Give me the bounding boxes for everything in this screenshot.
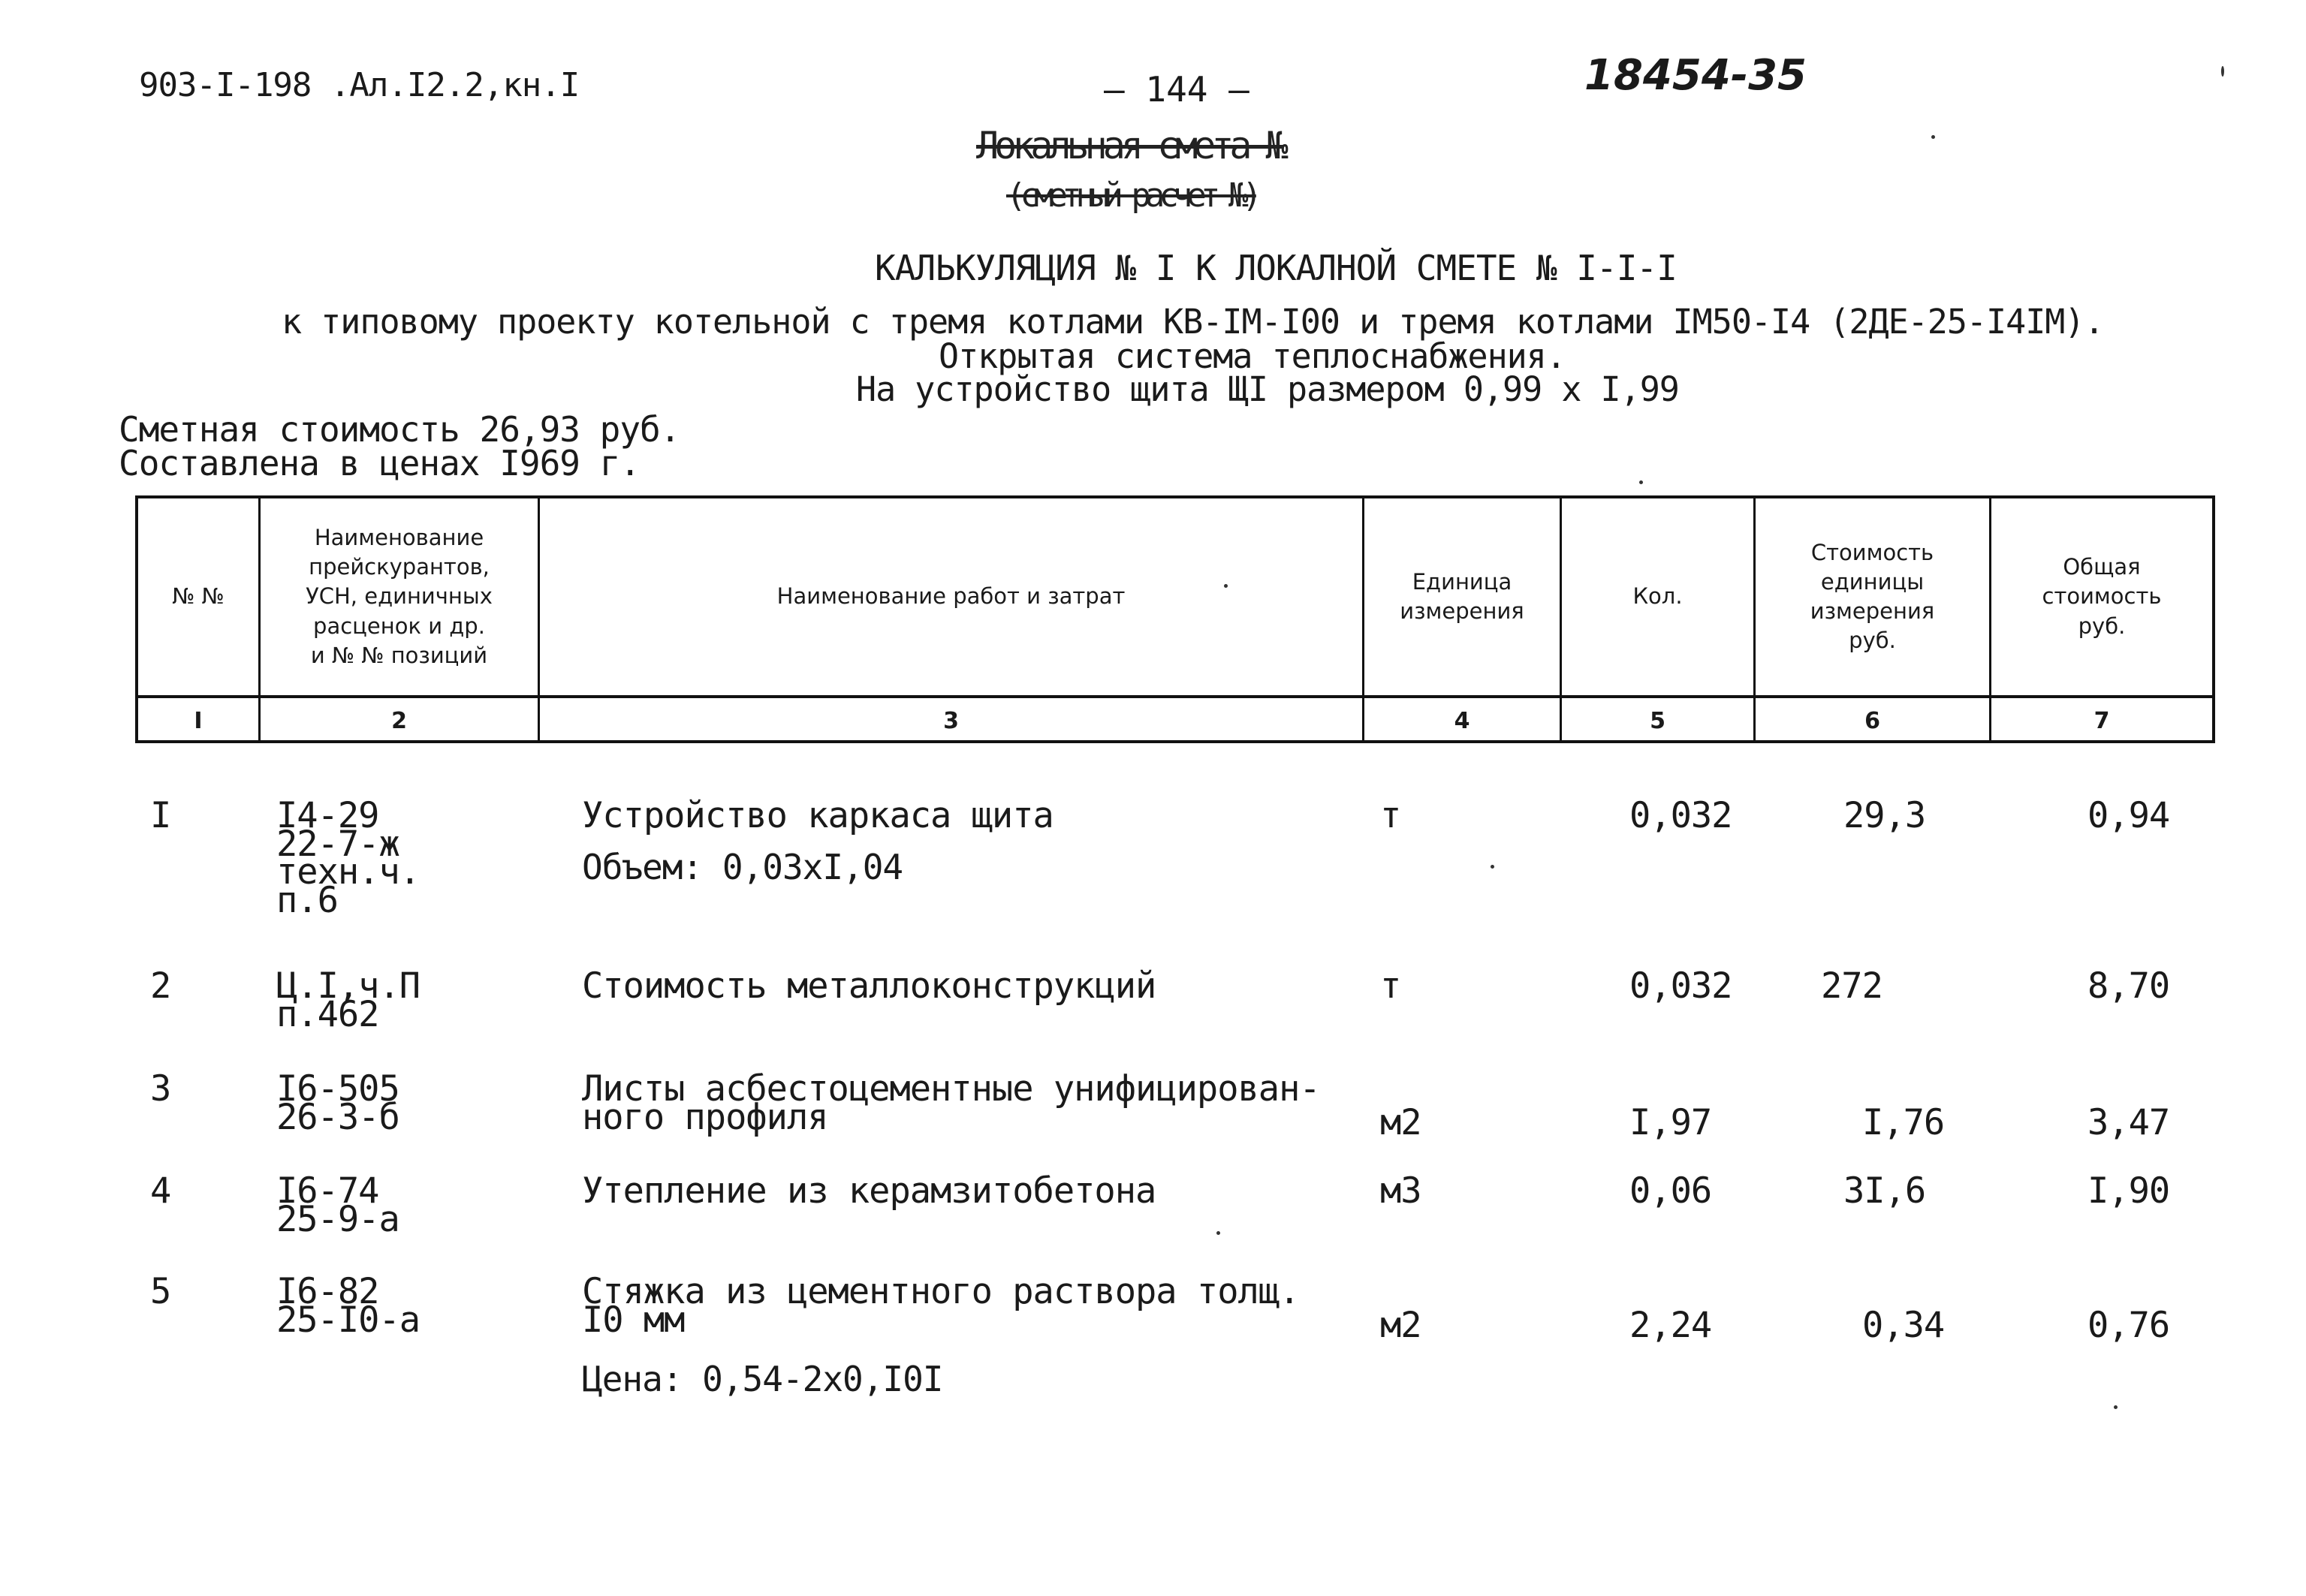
- estimated-cost: Сметная стоимость 26,93 руб.: [119, 409, 680, 450]
- row-number: 5: [150, 1271, 171, 1312]
- document-title: КАЛЬКУЛЯЦИЯ № I К ЛОКАЛНОЙ СМЕТЕ № I-I-I: [875, 248, 1677, 288]
- row-total: 8,70: [2087, 965, 2170, 1007]
- row-number: 2: [150, 965, 171, 1007]
- column-header-unit-cost: Стоимость единицы измерения руб.: [1756, 498, 1991, 695]
- scan-speck: [2114, 1405, 2118, 1409]
- row-unit-cost: 0,34: [1862, 1305, 1945, 1346]
- column-header-unit: Единица измерения: [1364, 498, 1562, 695]
- column-number-6: 6: [1756, 695, 1991, 743]
- scan-speck: [1639, 480, 1643, 484]
- row-total: 0,94: [2087, 795, 2170, 836]
- row-reference: I6-505 26-3-б: [276, 1068, 399, 1138]
- struck-heading-estimate: Локальная смета №: [976, 124, 1284, 167]
- row-unit: т: [1380, 965, 1401, 1007]
- column-number-5: 5: [1562, 695, 1756, 743]
- row-quantity: I,97: [1629, 1102, 1712, 1143]
- row-number: 3: [150, 1068, 171, 1110]
- row-total: 3,47: [2087, 1102, 2170, 1143]
- scan-speck: [1216, 1231, 1220, 1235]
- column-header-number: № №: [138, 498, 261, 695]
- row-unit: т: [1380, 795, 1401, 836]
- column-number-3: 3: [540, 695, 1364, 743]
- row-unit: м2: [1380, 1305, 1421, 1346]
- column-header-reference: Наименование прейскурантов, УСН, единичных расценок и др. и № № позиций: [261, 498, 540, 695]
- row-reference: I6-74 25-9-а: [276, 1170, 399, 1240]
- document-code: 903-I-198 .Ал.I2.2,кн.I: [139, 66, 580, 104]
- table-header: [135, 495, 2215, 743]
- row-number: 4: [150, 1170, 171, 1212]
- column-header-quantity: Кол.: [1562, 498, 1756, 695]
- row-note: Цена: 0,54-2х0,I0I: [582, 1359, 943, 1399]
- row-reference: I6-82 25-I0-а: [276, 1271, 421, 1341]
- scope-subtitle: На устройство щита ЩI размером 0,99 х I,99: [856, 369, 1679, 409]
- scan-speck: [2221, 66, 2224, 77]
- row-unit: м3: [1380, 1170, 1421, 1212]
- row-unit: м2: [1380, 1102, 1421, 1143]
- row-unit-cost: 29,3: [1843, 795, 1926, 836]
- scan-speck: [1224, 584, 1228, 588]
- scan-speck: [1491, 865, 1494, 869]
- row-reference: Ц.I,ч.П п.462: [276, 965, 421, 1035]
- row-unit-cost: 272: [1821, 965, 1882, 1007]
- row-unit-cost: 3I,6: [1843, 1170, 1926, 1212]
- row-quantity: 2,24: [1629, 1305, 1712, 1346]
- column-header-total: Общая стоимость руб.: [2042, 554, 2162, 639]
- row-work: Утепление из керамзитобетона: [582, 1170, 1156, 1212]
- row-work: Стоимость металлоконструкций: [582, 965, 1156, 1007]
- handwritten-number: 18454-35: [1584, 51, 1807, 100]
- row-work: Устройство каркаса щита: [582, 795, 1054, 836]
- row-work: Стяжка из цементного раствора толщ. I0 мм: [582, 1271, 1300, 1341]
- column-header-work: Наименование работ и затрат: [540, 498, 1364, 695]
- row-reference: I4-29 22-7-ж техн.ч. п.6: [276, 795, 421, 921]
- project-subtitle: к типовому проекту котельной с тремя котлами КВ-IМ-I00 и тремя котлами IМ50-I4 (2ДЕ-25-I4IМ).: [282, 302, 2104, 342]
- row-quantity: 0,06: [1629, 1170, 1712, 1212]
- row-number: I: [150, 795, 171, 836]
- page-number: — 144 —: [1104, 69, 1249, 110]
- struck-heading-calculation: (сметный расчет №): [1006, 176, 1256, 215]
- row-quantity: 0,032: [1629, 795, 1732, 836]
- column-number-2: 2: [261, 695, 540, 743]
- row-work: Листы асбестоцементные унифицирован- ного профиля: [582, 1068, 1320, 1138]
- system-subtitle: Открытая система теплоснабжения.: [939, 336, 1566, 376]
- column-number-1: I: [138, 695, 261, 743]
- row-quantity: 0,032: [1629, 965, 1732, 1007]
- row-unit-cost: I,76: [1862, 1102, 1945, 1143]
- price-basis: Составлена в ценах I969 г.: [119, 443, 641, 483]
- row-total: I,90: [2087, 1170, 2170, 1212]
- column-number-4: 4: [1364, 695, 1562, 743]
- row-total: 0,76: [2087, 1305, 2170, 1346]
- column-number-7: 7: [1991, 695, 2212, 743]
- scan-speck: [1931, 135, 1935, 139]
- row-note: Объем: 0,03хI,04: [582, 847, 903, 887]
